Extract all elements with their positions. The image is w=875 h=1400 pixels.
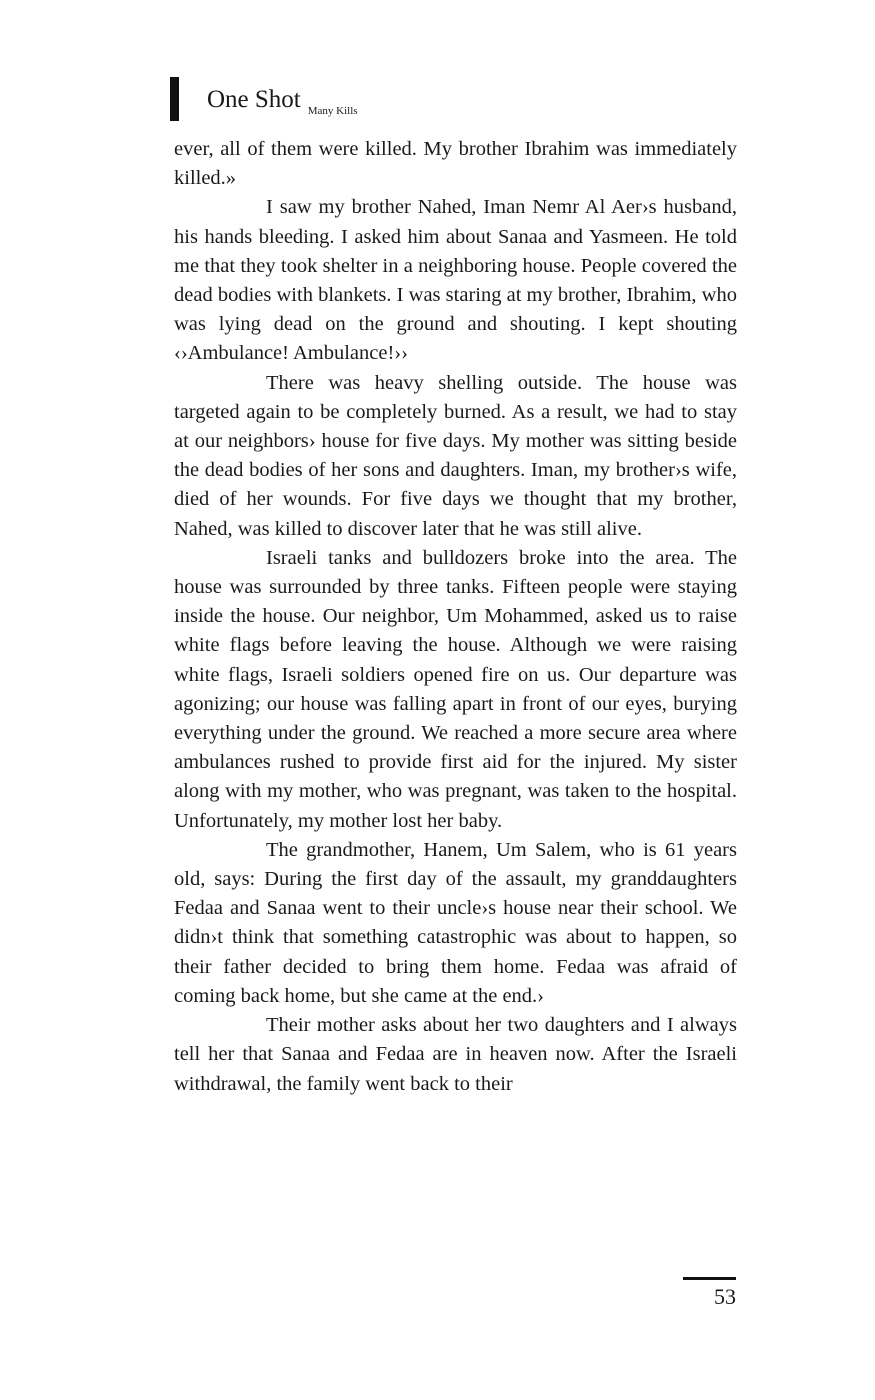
running-header — [170, 75, 358, 121]
running-subtitle: Many Kills — [307, 105, 358, 117]
paragraph-continuation: ever, all of them were killed. My brother Ibrahim was immediately killed.» — [174, 138, 737, 190]
footer-rule — [683, 1277, 736, 1280]
running-title: One Shot — [207, 86, 301, 113]
paragraph: Their mother asks about her two daughters and I always tell her that Sanaa and Fedaa are in heaven now. After the Israeli withdrawal, the family went back to their — [174, 1014, 737, 1095]
paragraph: There was heavy shelling outside. The house was targeted again to be completely burned. As a result, we had to stay at our neighbors› house for five days. My mother was sitting beside the dead bodies of her sons and daughters. Iman, my brother›s wife, died of her wounds. For five days we thought that my brother, Nahed, was killed to discover later that he was still alive. — [174, 371, 737, 540]
header-bar-mark — [170, 77, 179, 121]
paragraph: Israeli tanks and bulldozers broke into the area. The house was surrounded by three tanks. Fifteen people were staying inside the house. Our neighbor, Um Mohammed, asked us to raise white flags before leaving the house. Although we were raising white flags, Israeli soldiers opened fire on us. Our departure was agonizing; our house was falling apart in front of our eyes, burying everything under the ground. We reached a more secure area where ambulances rushed to provide first aid for the injured. My sister along with my mother, who was pregnant, was taken to the hospital. Unfortunately, my mother lost her baby. — [174, 546, 737, 832]
page-number: 53 — [714, 1284, 736, 1309]
paragraph: I saw my brother Nahed, Iman Nemr Al Aer›s husband, his hands bleeding. I asked him about Sanaa and Yasmeen. He told me that they took shelter in a neighboring house. People covered the dead bodies with blankets. I was staring at my brother, Ibrahim, who was lying dead on the ground and shouting. I kept shouting ‹›Ambulance! Ambulance!›› — [174, 196, 737, 365]
body-text — [174, 135, 737, 1099]
paragraph: The grandmother, Hanem, Um Salem, who is 61 years old, says: During the first day of the assault, my granddaughters Fedaa and Sanaa went to their uncle›s house near their school. We didn›t think that something catastrophic was about to happen, so their father decided to bring them home. Fedaa was afraid of coming back home, but she came at the end.› — [174, 838, 737, 1007]
